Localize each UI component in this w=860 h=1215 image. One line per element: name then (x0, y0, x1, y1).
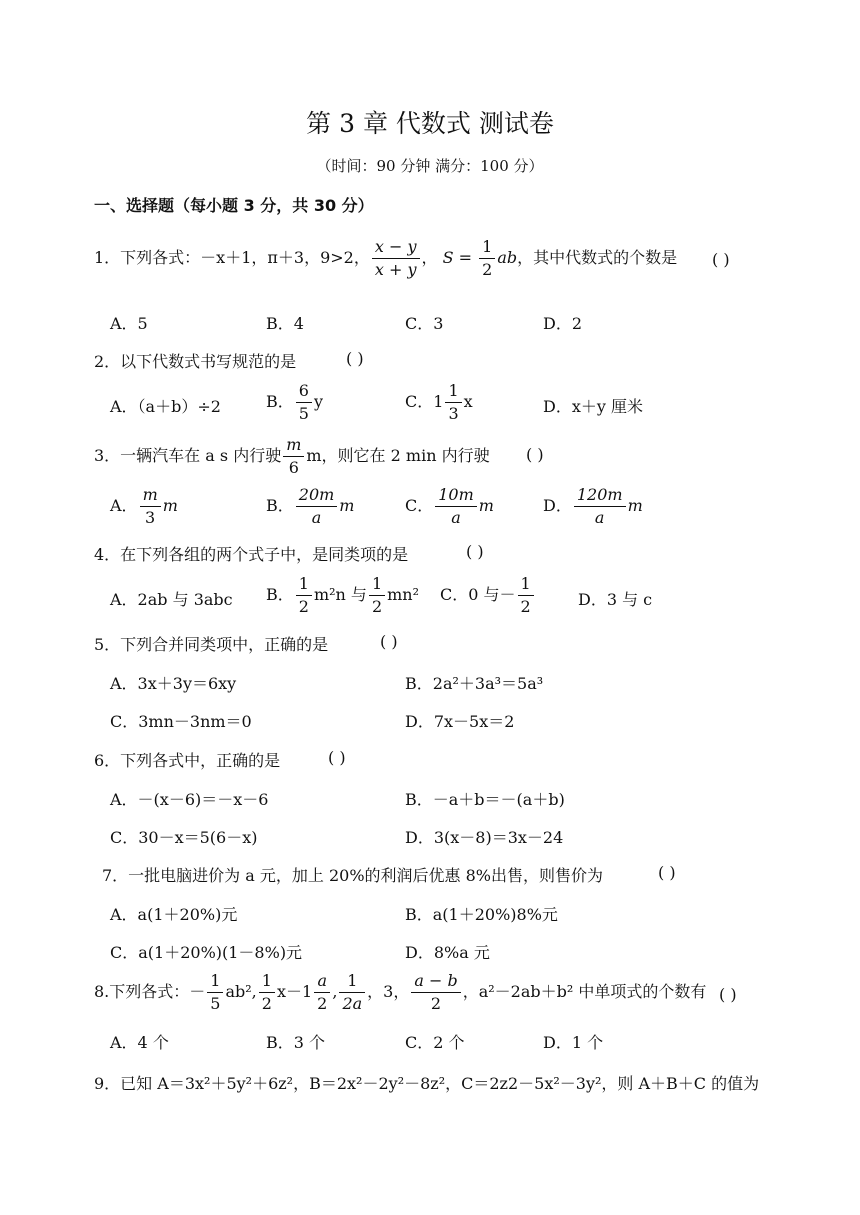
question-1-stem: 1．下列各式：－x＋1，π＋3，9>2， $\frac{x - y}{x + y}$ ， S = $\frac{1}{2}$ ab，其中代数式的个数是 (94, 237, 678, 279)
question-2-stem: 2．以下代数式书写规范的是 (94, 352, 297, 371)
q8-option-d: D．1 个 (543, 1033, 604, 1052)
q5-option-a: A．3x＋3y＝6xy (110, 674, 237, 693)
q4-answer-paren: ( ) (466, 542, 484, 561)
q1-suffix: ，其中代数式的个数是 (517, 248, 678, 267)
page-title: 第 3 章 代数式 测试卷 (306, 109, 554, 138)
question-5-stem: 5．下列合并同类项中，正确的是 (94, 635, 329, 654)
q3-option-c: C． $\frac{10m}{a}$ m (405, 485, 494, 527)
q3-answer-paren: ( ) (526, 445, 544, 464)
q1-fraction-1: $\frac{x - y}{x + y}$ (372, 236, 420, 281)
q1-option-a: A．5 (110, 314, 148, 333)
q2-option-c: C．1 $\frac{1}{3}$ x (405, 381, 473, 423)
q7-option-a: A．a(1＋20%)元 (110, 905, 238, 924)
q1-answer-paren: ( ) (712, 250, 730, 269)
exam-subtitle: （时间：90 分钟 满分：100 分） (316, 157, 544, 175)
q6-option-d: D．3(x－8)＝3x－24 (405, 828, 564, 847)
q1-fraction-2: $\frac{1}{2}$ (479, 236, 495, 281)
q6-option-a: A．－(x－6)＝－x－6 (110, 790, 269, 809)
q5-option-b: B．2a²＋3a³＝5a³ (405, 674, 544, 693)
question-8-stem: 8.下列各式：－ $\frac{1}{5}$ ab², $\frac{1}{2}$ x－1 $\frac{a}{2}$ , $\frac{1}{2a}$ ，3， $\frac{a - b}{2}$ ，a²－2ab＋b² 中单项式的个数有 (94, 971, 707, 1013)
q6-option-c: C．30－x＝5(6－x) (110, 828, 258, 847)
q8-option-b: B．3 个 (266, 1033, 326, 1052)
q8-option-a: A．4 个 (110, 1033, 169, 1052)
q3-option-a: A． $\frac{m}{3}$ m (110, 485, 178, 527)
question-7-stem: 7．一批电脑进价为 a 元，加上 20%的利润后优惠 8%出售，则售价为 (102, 866, 604, 885)
q7-option-b: B．a(1＋20%)8%元 (405, 905, 558, 924)
q4-option-c: C．0 与－ $\frac{1}{2}$ (440, 573, 536, 618)
q3-option-b: B． $\frac{20m}{a}$ m (266, 485, 355, 527)
q7-option-d: D．8%a 元 (405, 943, 490, 962)
q1-s-eq: S = (442, 248, 478, 267)
question-9-stem: 9．已知 A＝3x²＋5y²＋6z²，B＝2x²－2y²－8z²，C＝2z2－5x²－3y²，则 A＋B＋C 的值为 (94, 1074, 760, 1093)
section-heading: 一、选择题（每小题 3 分，共 30 分） (94, 196, 374, 215)
q6-option-b: B．－a＋b＝－(a＋b) (405, 790, 565, 809)
question-6-stem: 6．下列各式中，正确的是 (94, 751, 281, 770)
question-4-stem: 4．在下列各组的两个式子中，是同类项的是 (94, 545, 409, 564)
q1-option-d: D．2 (543, 314, 583, 333)
q8-answer-paren: ( ) (719, 985, 737, 1004)
q8-option-c: C．2 个 (405, 1033, 465, 1052)
q2-option-a: A．（a＋b）÷2 (110, 397, 221, 416)
q1-option-b: B．4 (266, 314, 304, 333)
q6-answer-paren: ( ) (328, 748, 346, 767)
q3-option-d: D． $\frac{120m}{a}$ m (543, 485, 643, 527)
q5-answer-paren: ( ) (380, 632, 398, 651)
q7-option-c: C．a(1＋20%)(1－8%)元 (110, 943, 303, 962)
q5-option-c: C．3mn－3nm＝0 (110, 712, 252, 731)
q2-option-b: B． $\frac{6}{5}$ y (266, 381, 323, 423)
q1-prefix: 1．下列各式：－x＋1，π＋3，9>2， (94, 248, 370, 267)
q2-option-d: D．x＋y 厘米 (543, 397, 643, 416)
q2-answer-paren: ( ) (346, 349, 364, 368)
q5-option-d: D．7x－5x＝2 (405, 712, 515, 731)
q7-answer-paren: ( ) (658, 863, 676, 882)
q4-option-d: D．3 与 c (578, 590, 653, 609)
q4-option-b: B． $\frac{1}{2}$ m²n 与 $\frac{1}{2}$ mn² (266, 574, 420, 616)
q1-option-c: C．3 (405, 314, 444, 333)
q4-option-a: A．2ab 与 3abc (110, 590, 233, 609)
question-3-stem: 3．一辆汽车在 a s 内行驶 $\frac{m}{6}$ m，则它在 2 min 内行驶 (94, 435, 490, 477)
